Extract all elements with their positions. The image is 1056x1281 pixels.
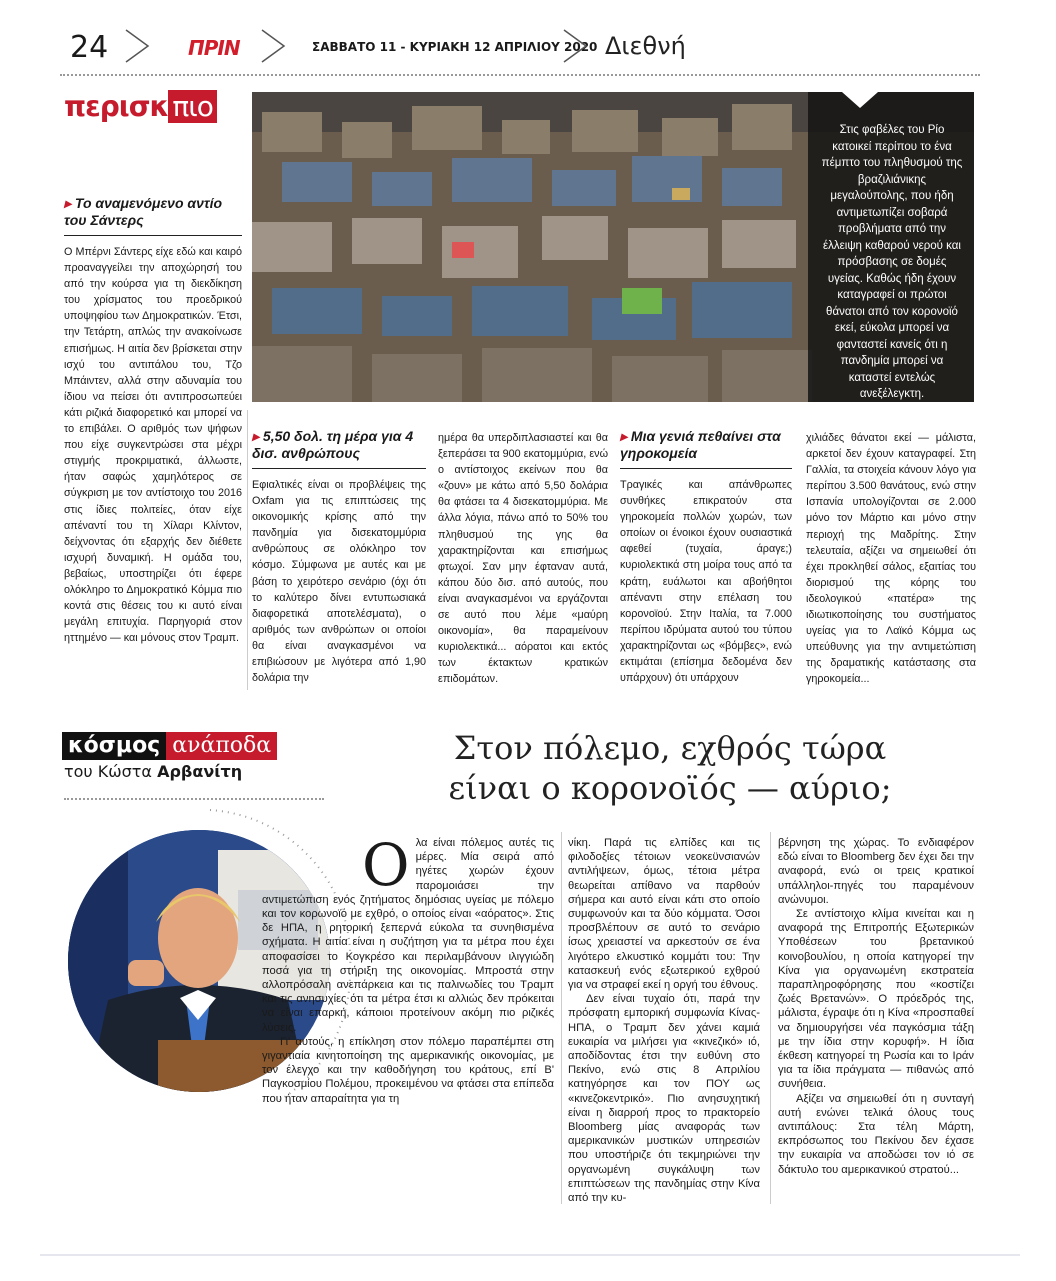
column-logo-part2: πιο <box>168 90 216 123</box>
oxfam-article-cont <box>438 430 608 688</box>
opinion-p7: Αξίζει να σημειωθεί ότι η συνταγή αυτή ενώνει τελικά όλους τους αντιπάλους: Στα τέλη Μάρτη, εκπρόσωπος του Πεκίνου δεν έχασε την ευκαιρία να αποδώσει τον ιό σε δάκτυλο του αμερικανικού στρατού... <box>778 1092 974 1176</box>
triangle-bullet-icon: ▸ <box>64 195 75 211</box>
column-divider <box>561 832 562 1204</box>
nursing-homes-article-cont <box>806 430 976 688</box>
section-title: Διεθνή <box>605 32 686 60</box>
column-name-1: κόσμος <box>62 732 166 760</box>
page-number: 24 <box>70 30 109 65</box>
page-header <box>60 28 980 68</box>
column-divider <box>247 410 248 690</box>
opinion-p3: νίκη. Παρά τις ελπίδες και τις φιλοδοξίες τέτοιων νεοκεϋνσιανών αντιλήψεων, όμως, τέτοια μέτρα θεωρείται απίθανο να παρθούν σήμερα και αυτό είναι κάτι στο οποίο συμφωνούν και τα δύο κόμματα. Όσοι προσβλέπουν σε αυτό το σενάριο ίσως χρειαστεί να αρκεστούν σε ένα λιγότερο ελκυστικό κομμάτι του: Την κατασκευή ενός εξωτερικού εχθρού για να στραφεί εκεί η οργή του έθνους. <box>568 837 760 992</box>
opinion-col-3 <box>778 836 974 1177</box>
opinion-p6: Σε αντίστοιχο κλίμα κινείται και η αναφορά της Επιτροπής Εξωτερικών Υποθέσεων του βρετανικού κοινοβουλίου, η οποία κατηγορεί την Κίνα για οργανωμένη εκστρατεία παραπληροφόρησης που «κοστίζει ζωές Βρετανών». Ο πρόεδρός της, μάλιστα, έγραψε ότι η Κίνα «προσπαθεί να δημιουργήσει νέα παγκόσμια τάξη με την ίδια στην κορυφή». Η ίδια έκθεση κατηγορεί τη Ρωσία και το Ιράν για τα ίδια πράγματα — πιθανώς από συνήθεια. <box>778 908 975 1091</box>
photo-caption: Στις φαβέλες του Ρίο κατοικεί περίπου το ένα πέμπτο του πληθυσμού της βραζιλιάνικης μεγαλούπολης, που ήδη αντιμετωπίζει σοβαρά προβλήματα από την έλλειψη καθαρού νερού και πρόσβασης σε δομές υγείας. Καθώς ήδη έχουν καταγραφεί οι πρώτοι θάνατοι από τον κορονοϊό εκεί, εύκολα μπορεί να φανταστεί κανείς ότι η πανδημία μπορεί να καταστεί εντελώς ανεξέλεγκτη. <box>821 124 963 400</box>
opinion-col-1 <box>262 831 554 1106</box>
opinion-p1: λα είναι πόλεμος αυτές τις μέρες. Μία σειρά από ηγέτες χωρών έχουν παρομοιάσει την αντιμετώπιση ενός ζητήματος δημόσιας υγείας με πόλεμο και τον κορωνοϊό με εχθρό, ο οποίος είναι «αόρατος». Στις δε ΗΠΑ, η ρητορική ξεπερνά εύκολα τα συνηθισμένα σχήματα. Η αιτία είναι η συζήτηση για τα μέτρα που έχει αποφασίσει το Κογκρέσο και περιλαμβάνουν ιλιγγιώδη ποσά για τη στήριξη της οικονομίας. Μπροστά στην αλλοπρόσαλη ανεπάρκεια και τις παλινωδίες του Τραμπ και τις ανησυχίες ότι τα μέτρα έτσι κι αλλιώς δεν πρόκειται να είναι επαρκή, κάποιοι προτείνουν ακόμη πιο ριζικές λύσεις. <box>262 837 554 1034</box>
byline <box>64 762 242 781</box>
dropcap: Ο <box>362 831 410 899</box>
column-name-2: ανάποδα <box>166 732 277 760</box>
oxfam-text-cont: ημέρα θα υπερδιπλασιαστεί και θα ξεπεράσει τα 900 εκατομμύρια, ενώ ο αντίστοιχος εκείνων που θα «ζουν» με κάτω από 5,50 δολάρια θα φτάσει τα 4 δισεκατομμύρια. Με άλλα λόγια, πάνω από το 50% του πληθυσμού της γης θα χαρακτηρίζονται και επισήμως φτωχοί. Σαν μην έφταναν αυτά, κάπου δύο δισ. από αυτούς, που είναι αναγκασμένοι να εργάζονται σε αυτό που λέμε «μαύρη οικονομία», θα παραμείνουν κυριολεκτικά... αόρατοι και εκτός των έκτακτων κρατικών επιδομάτων. <box>438 432 608 686</box>
chevron-right-icon <box>560 28 590 64</box>
triangle-bullet-icon: ▸ <box>620 428 631 444</box>
opinion-col-2 <box>568 836 760 1205</box>
opinion-title-line1: Στον πόλεμο, εχθρός τώρα <box>453 729 887 767</box>
column-divider <box>770 832 771 1204</box>
byline-prefix: του Κώστα <box>64 762 152 781</box>
nursing-homes-text: Τραγικές και απάνθρωπες συνθήκες επικρατούν στα γηροκομεία πολλών χωρών, των οποίων οι ένοικοι έχουν ουσιαστικά αφεθεί (τυχαία, άραγε;) κυριολεκτικά στη μοίρα τους από τα κράτη, ευάλωτοι και αβοήθητοι απέναντι στην επέλαση του κορονοϊού. Στην Ιταλία, τα 7.000 περίπου ιδρύματα αυτού του τύπου χαρακτηρίζονται ως «βόμβες», ενώ εκτιμάται (επίσημα δεδομένα δεν υπάρχουν) ότι υπάρχουν <box>620 479 792 685</box>
chevron-right-icon <box>258 28 288 64</box>
opinion-p2: Γι' αυτούς, η επίκληση στον πόλεμο παραπέμπει στη γιγαντιαία κινητοποίηση της αμερικανικής οικονομίας, με τον έλεγχο και την καθοδήγηση του κράτους, επί Β' Παγκοσμίου Πολέμου, προκειμένου να φτάσει στα επίπεδα που ήταν απαραίτητα για τη <box>262 1035 554 1105</box>
chevron-right-icon <box>122 28 152 64</box>
sanders-text: Ο Μπέρνι Σάντερς είχε εδώ και καιρό προαναγγείλει την αποχώρησή του από την κούρσα για τη διεκδίκηση του χρίσματος του προεδρικού υποψηφίου των Δημοκρατικών. Έτσι, την Τετάρτη, απλώς την ανακοίνωσε επισήμως. Η αιτία δεν βρίσκεται στην ισχύ του αντιπάλου του, Τζο Μπάιντεν, αλλά στην αδυναμία του ίδιου να πείσει ότι αντιπροσωπεύει κάτι ριζικά διαφορετικό και μπορεί να το επιβάλει. Ο αριθμός των ψήφων που είχε συγκεντρώσει στα μέχρι στιγμής προκριματικά, άλλωστε, ήταν σαφώς χαμηλότερος σε σύγκριση με τον αντίστοιχο του 2016 στις ίδιες πολιτείες, όταν είχε απέναντί του τη Χίλαρι Κλίντον, δείχνοντας ότι εξαρχής δεν διέθετε ισχυρή δυναμική. Η ομάδα του, βεβαίως, υποστηρίζει ότι έφερε ολόκληρο το Δημοκρατικό Κόμμα πιο κοντά στις θέσεις του κι αυτό είναι μεγάλη επιτυχία. Παρηγοριά στον ηττημένο — και μόνους στον Τραμπ. <box>64 246 242 645</box>
oxfam-heading: ▸ 5,50 δολ. τη μέρα για 4 δισ. ανθρώπους <box>252 428 426 469</box>
oxfam-text: Εφιαλτικές είναι οι προβλέψεις της Oxfam για τις επιπτώσεις της οικονομικής κρίσης από την πανδημία για δισεκατομμύρια ανθρώπους σε ολόκληρο τον κόσμο. Σύμφωνα με αυτές και με βάση το χειρότερο σενάριο (όχι ότι το καλύτερο δίνει εντυπωσιακά διαφορετικά αποτελέσματα), ο αριθμός των ανθρώπων οι οποίοι θα είναι αναγκασμένοι να επιβιώσουν με λιγότερα από 1,90 δολάρια την <box>252 479 426 685</box>
byline-name: Αρβανίτη <box>157 762 243 781</box>
opinion-title-line2: είναι ο κορονοϊός — αύριο; <box>448 769 892 807</box>
sanders-heading: ▸ Το αναμενόμενο αντίο του Σάντερς <box>64 195 242 236</box>
triangle-bullet-icon: ▸ <box>252 428 263 444</box>
opinion-p5: βέρνηση της χώρας. Το ενδιαφέρον εδώ είναι το Bloomberg δεν έχει δει την αναφορά, ενώ οι τρεις κρατικοί υπάλληλοι-πηγές του παραμένουν ανώνυμοι. <box>778 837 974 906</box>
nursing-homes-heading: ▸ Μια γενιά πεθαίνει στα γηροκομεία <box>620 428 792 469</box>
column-logo <box>64 90 217 123</box>
opinion-title <box>370 728 970 808</box>
nursing-homes-article <box>620 428 792 686</box>
opinion-column-logo <box>62 732 277 762</box>
newspaper-logo: ΠΡΙΝ <box>188 36 240 60</box>
caption-notch <box>842 92 878 108</box>
opinion-p4: Δεν είναι τυχαίο ότι, παρά την πρόσφατη εμπορική συμφωνία Κίνας-ΗΠΑ, ο Τραμπ δεν χάνει καμιά ευκαιρία να μιλήσει για «κινεζικό» ιό, αποδίδοντας έτσι την ευθύνη στο Πεκίνο, ενώ στις 8 Απριλίου κατηγόρησε και τον ΠΟΥ ως «κινεζοκεντρικό». Πιο ανησυχητική είναι η διαρροή προς το πρακτορείο Bloomberg μίας αναφοράς των αμερικανικών μυστικών υπηρεσιών που υποστήριζε ότι τεκμηριώνει την οργανωμένη συγκάλυψη των επιπτώσεων της πανδημίας στην Κίνα από την κυ- <box>568 993 760 1205</box>
sanders-article <box>64 195 242 646</box>
page-bottom-rule <box>40 1254 1020 1256</box>
oxfam-article <box>252 428 426 686</box>
header-divider <box>60 74 980 76</box>
issue-date: ΣΑΒΒΑΤΟ 11 - ΚΥΡΙΑΚΗ 12 ΑΠΡΙΛΙΟΥ 2020 <box>312 40 598 54</box>
column-logo-part1: περισκ <box>64 90 169 123</box>
photo-caption-box <box>808 92 974 402</box>
nursing-homes-text-cont: χιλιάδες θάνατοι εκεί — μάλιστα, αρκετοί δεν έχουν καταγραφεί. Στη Γαλλία, τα στοιχεία κάνουν λόγο για περίπου 3.500 θανάτους, ενώ στην Ισπανία υπολογίζονται σε 2.000 μόνο τον Μάρτιο και μόνο στην περιοχή της Μαδρίτης. Στην τελευταία, αξίζει να σημειωθεί ότι έχει προκληθεί σάλος, εξαιτίας του διορισμού της κόρης του ιδεολογικού «πατέρα» της ιδιωτικοποίησης του συστήματος υγείας για το Λαϊκό Κόμμα ως υπεύθυνης για την αντιμετώπιση της δραματικής κατάστασης στα γηροκομεία... <box>806 432 976 686</box>
